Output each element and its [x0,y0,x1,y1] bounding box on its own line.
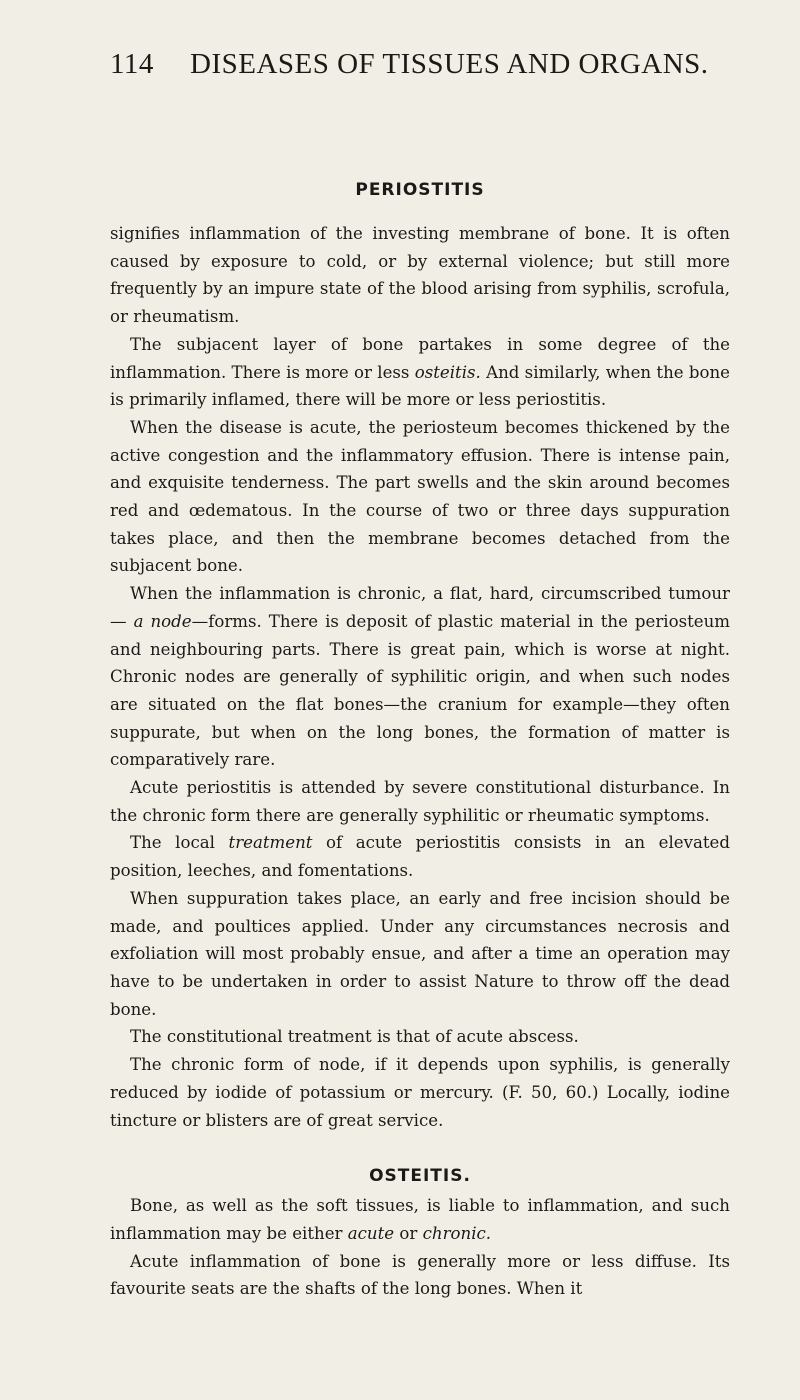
paragraph: The local treatment of acute periostitis consists in an elevated position, leeches, and fomentations. [110,833,731,881]
paragraph: The subjacent layer of bone partakes in some degree of the inflammation. There is more or less osteitis. And similarly, when the bone is primarily inflamed, there will be more or less periostitis. [110,334,730,410]
paragraph: When the inflammation is chronic, a flat, hard, circumscribed tumour— a node—forms. There is deposit of plastic material in the periosteum and neighbouring parts. There is great pain, which is worse at night. Chronic nodes are generally of syphilitic origin, and when such nodes are situated on the flat bones—the cranium for example—they often suppurate, but when on the long bones, the formation of matter is comparatively rare. [110,584,730,770]
paragraph: Acute periostitis is attended by severe constitutional disturbance. In the chronic form there are generally syphilitic or rheumatic symptoms. [110,778,730,825]
osteitis-body [110,1192,730,1303]
running-header [110,50,730,90]
running-title: DISEASES OF TISSUES AND ORGANS. [190,48,709,80]
paragraph: When the disease is acute, the periosteum becomes thickened by the active congestion and the inflammatory effusion. There is intense pain, and exquisite tenderness. The part swells and the skin around becomes red and œdematous. In the course of two or three days suppuration takes place, and then the membrane becomes detached from the subjacent bone. [110,417,730,576]
section-heading-osteitis: OSTEITIS. [369,1166,471,1187]
section-heading-periostitis: PERIOSTITIS [355,180,485,200]
paragraph: Bone, as well as the soft tissues, is liable to inflammation, and such inflammation may be either acute or chronic. [110,1196,730,1243]
paragraph: The constitutional treatment is that of acute abscess. [130,1027,579,1047]
paragraph: signifies inflammation of the investing membrane of bone. It is often caused by exposure to cold, or by external violence; but still more frequently by an impure state of the blood arising from syphilis, scrofula, or rheumatism. [110,224,730,327]
periostitis-body [110,220,730,1134]
paragraph: The chronic form of node, if it depends upon syphilis, is generally reduced by iodide of potassium or mercury. (F. 50, 60.) Locally, iodine tincture or blisters are of great service. [110,1055,730,1130]
paragraph: Acute inflammation of bone is generally more or less diffuse. Its favourite seats are the shafts of the long bones. When it [110,1251,730,1299]
paragraph: When suppuration takes place, an early and free incision should be made, and poultices applied. Under any circumstances necrosis and exfoliation will most probably ensue, and after a time an operation may have to be undertaken in order to assist Nature to throw off the dead bone. [110,888,730,1019]
page-number: 114 [110,48,154,80]
